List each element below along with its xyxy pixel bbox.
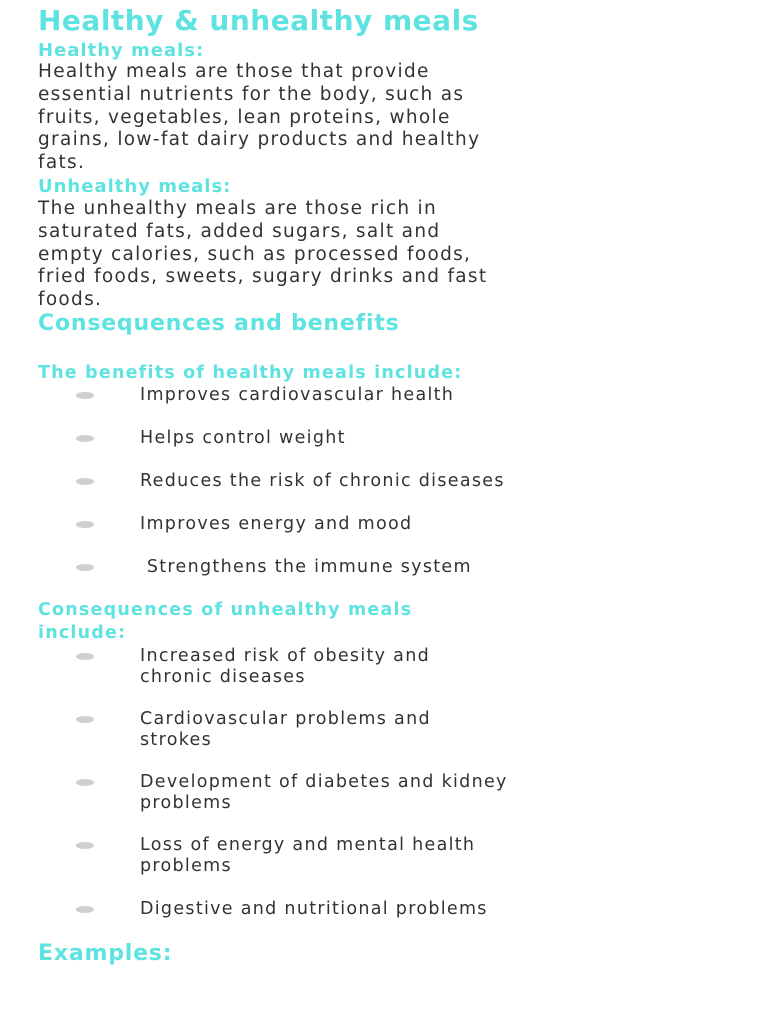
unhealthy-meals-paragraph	[38, 198, 738, 312]
list-item: Cardiovascular problems and strokes	[140, 709, 431, 750]
bullet-icon	[76, 716, 94, 723]
paragraph-line: foods.	[38, 289, 103, 311]
paragraph-line: saturated fats, added sugars, salt and	[38, 220, 441, 242]
bullet-icon	[76, 779, 94, 786]
list-item: Development of diabetes and kidney problems	[140, 772, 508, 813]
list-item: Reduces the risk of chronic diseases	[140, 471, 505, 491]
healthy-meals-paragraph	[38, 61, 738, 175]
bullet-icon	[76, 653, 94, 660]
benefits-list-heading: The benefits of healthy meals include:	[38, 363, 463, 383]
paragraph-line: Healthy meals are those that provide	[38, 61, 430, 82]
consequences-benefits-heading: Consequences and benefits	[38, 311, 400, 336]
bullet-icon	[76, 521, 94, 528]
examples-heading: Examples:	[38, 941, 173, 966]
unhealthy-meals-heading: Unhealthy meals:	[38, 176, 232, 197]
list-item: Increased risk of obesity and chronic diseases	[140, 646, 430, 687]
bullet-icon	[76, 564, 94, 571]
bullet-icon	[76, 842, 94, 849]
bullet-icon	[76, 392, 94, 399]
consequences-list-heading: Consequences of unhealthy meals include:	[38, 600, 413, 643]
paragraph-line: essential nutrients for the body, such as	[38, 83, 465, 105]
list-item: Digestive and nutritional problems	[140, 899, 488, 919]
paragraph-line: The unhealthy meals are those rich in	[38, 198, 438, 219]
list-item: Strengthens the immune system	[140, 557, 472, 577]
bullet-icon	[76, 906, 94, 913]
bullet-icon	[76, 478, 94, 485]
page-title: Healthy & unhealthy meals	[38, 4, 479, 37]
paragraph-line: empty calories, such as processed foods,	[38, 243, 472, 265]
paragraph-line: fried foods, sweets, sugary drinks and fast	[38, 266, 488, 288]
paragraph-line: fruits, vegetables, lean proteins, whole	[38, 106, 451, 128]
list-item: Helps control weight	[140, 428, 346, 448]
paragraph-line: grains, low-fat dairy products and healthy	[38, 129, 481, 151]
list-item: Improves cardiovascular health	[140, 385, 455, 405]
list-item: Improves energy and mood	[140, 514, 413, 534]
healthy-meals-heading: Healthy meals:	[38, 40, 205, 61]
bullet-icon	[76, 435, 94, 442]
list-item: Loss of energy and mental health problems	[140, 835, 476, 876]
paragraph-line: fats.	[38, 152, 86, 174]
